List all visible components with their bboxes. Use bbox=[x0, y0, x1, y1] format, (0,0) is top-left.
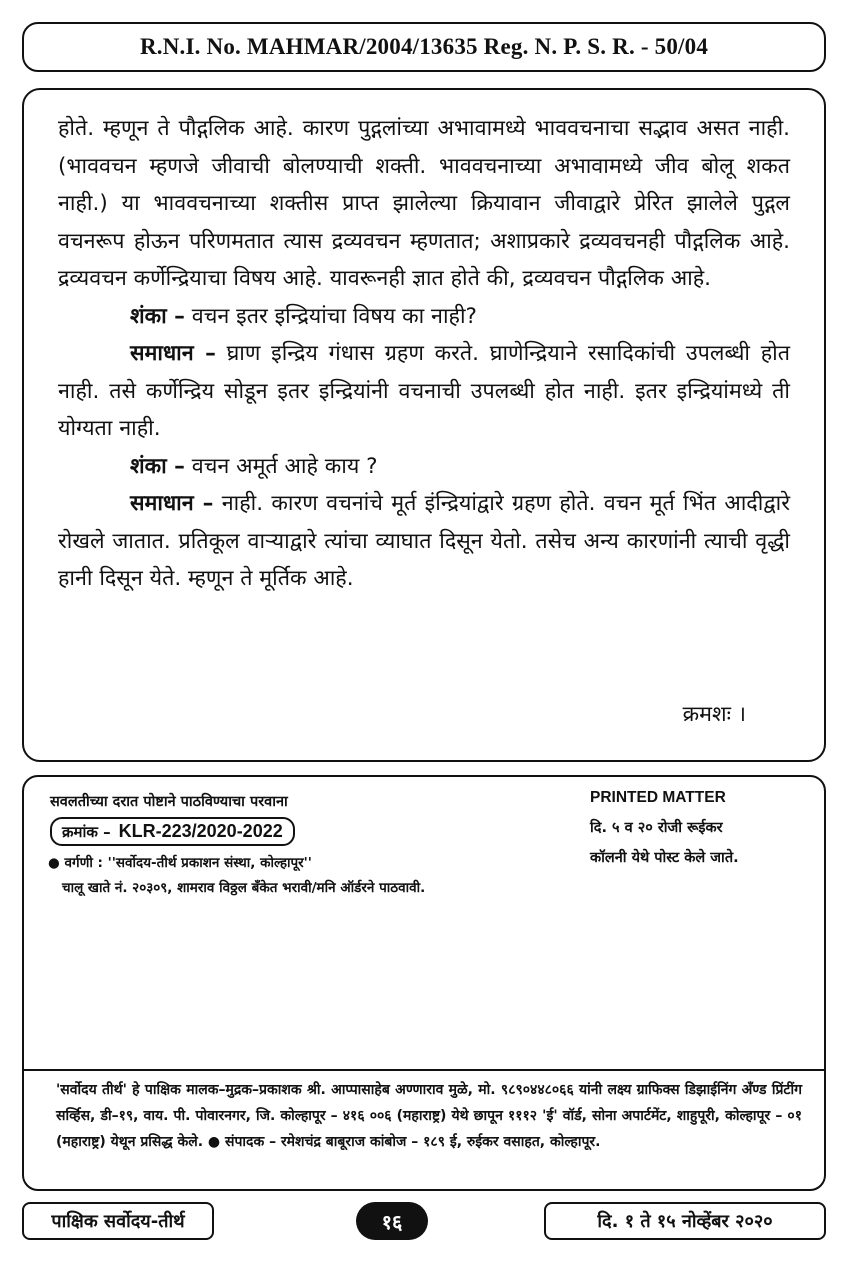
permit-number: KLR-223/2020-2022 bbox=[118, 821, 283, 841]
permit-title: सवलतीच्या दरात पोष्टाने पाठविण्याचा परवाना bbox=[50, 794, 288, 810]
subscription-line: ● वर्गणी : ''सर्वोदय-तीर्थ प्रकाशन संस्था, कोल्हापूर'' bbox=[48, 855, 312, 871]
continued-marker: क्रमशः । bbox=[682, 702, 746, 727]
issue-date bbox=[544, 1202, 826, 1240]
answer-1-label: समाधान – bbox=[130, 341, 216, 366]
answer-1-text: घ्राण इन्द्रिय गंधास ग्रहण करते. घ्राणेन्द्रियाने रसादिकांची उपलब्धी होत नाही. तसे कर्णेन्द्रिय सोडून इतर इन्द्रियांनी वचनाची उपलब्धी होत नाही. इतर इन्द्रियांमध्ये ती योग्यता नाही. bbox=[58, 341, 790, 441]
post-location-line: कॉलनी येथे पोस्ट केले जाते. bbox=[590, 850, 739, 866]
account-line: चालू खाते नं. २०३०९, शामराव विठ्ठल बँकेत भरावी/मनि ऑर्डरने पाठवावी. bbox=[62, 880, 426, 896]
post-date-line: दि. ५ व २० रोजी रूईकर bbox=[590, 820, 723, 836]
answer-2 bbox=[58, 485, 790, 598]
question-1-text: वचन इतर इन्द्रियांचा विषय का नाही? bbox=[184, 303, 477, 329]
question-2-label: शंका – bbox=[130, 453, 185, 479]
question-1 bbox=[58, 298, 790, 336]
permit-label: क्रमांक – bbox=[62, 822, 111, 841]
question-1-label: शंका – bbox=[130, 303, 185, 329]
issue-date-text: दि. १ ते १५ नोव्हेंबर २०२० bbox=[597, 1211, 773, 1232]
publication-name-text: पाक्षिक सर्वोदय-तीर्थ bbox=[51, 1211, 185, 1232]
answer-1 bbox=[58, 335, 790, 448]
publisher-info: 'सर्वोदय तीर्थ' हे पाक्षिक मालक–मुद्रक–प्रकाशक श्री. आप्पासाहेब अण्णाराव मुळे, मो. ९८९०४४८०६६ यांनी लक्ष्य ग्राफिक्स डिझाईनिंग अँण्ड प्रिंटींग सर्व्हिस, डी–१९, वाय. पी. पोवारनगर, जि. कोल्हापूर – ४१६ ००६ (महाराष्ट्र) येथे छापून १११२ 'ई' वॉर्ड, सोना अपार्टमेंट, शाहुपूरी, कोल्हापूर – ०१ (महाराष्ट्र) येथून प्रसिद्ध केले. ● संपादक – रमेशचंद्र बाबूराज कांबोज – १८९ ई, रुईकर वसाहत, कोल्हापूर. bbox=[56, 1082, 802, 1150]
page-number: १६ bbox=[356, 1202, 428, 1240]
article-box bbox=[22, 88, 826, 762]
divider bbox=[24, 1069, 824, 1071]
publication-name bbox=[22, 1202, 214, 1240]
answer-2-label: समाधान – bbox=[130, 491, 214, 516]
postal-box bbox=[22, 775, 826, 1191]
article-intro: होते. म्हणून ते पौद्गलिक आहे. कारण पुद्गलांच्या अभावामध्ये भाववचनाचा सद्भाव असत नाही. (भाववचन म्हणजे जीवाची बोलण्याची शक्ती. भाववचनाच्या अभावामध्ये जीव बोलू शकत नाही.) या भाववचनाच्या शक्तीस प्राप्त झालेल्या क्रियावान जीवाद्वारे प्रेरित झालेले पुद्गल वचनरूप होऊन परिणमतात त्यास द्रव्यवचन म्हणतात; अशाप्रकारे द्रव्यवचनही पौद्गलिक आहे. द्रव्यवचन कर्णेन्द्रियाचा विषय आहे. यावरूनही ज्ञात होते की, द्रव्यवचन पौद्गलिक आहे. bbox=[58, 116, 790, 291]
rni-header bbox=[22, 22, 826, 72]
question-2-text: वचन अमूर्त आहे काय ? bbox=[184, 453, 378, 479]
question-2 bbox=[58, 448, 790, 486]
answer-2-text: नाही. कारण वचनांचे मूर्त इंन्द्रियांद्वारे ग्रहण होते. वचन मूर्त भिंत आदीद्वारे रोखले जातात. प्रतिकूल वाऱ्याद्वारे त्यांचा व्याघात दिसून येतो. तसेच अन्य कारणांनी त्याची वृद्धी हानी दिसून येते. म्हणून ते मूर्तिक आहे. bbox=[58, 491, 791, 591]
rni-text: R.N.I. No. MAHMAR/2004/13635 Reg. N. P. S. R. - 50/04 bbox=[139, 34, 709, 59]
printed-matter-label: PRINTED MATTER bbox=[590, 789, 726, 806]
permit-number-box bbox=[50, 817, 295, 846]
